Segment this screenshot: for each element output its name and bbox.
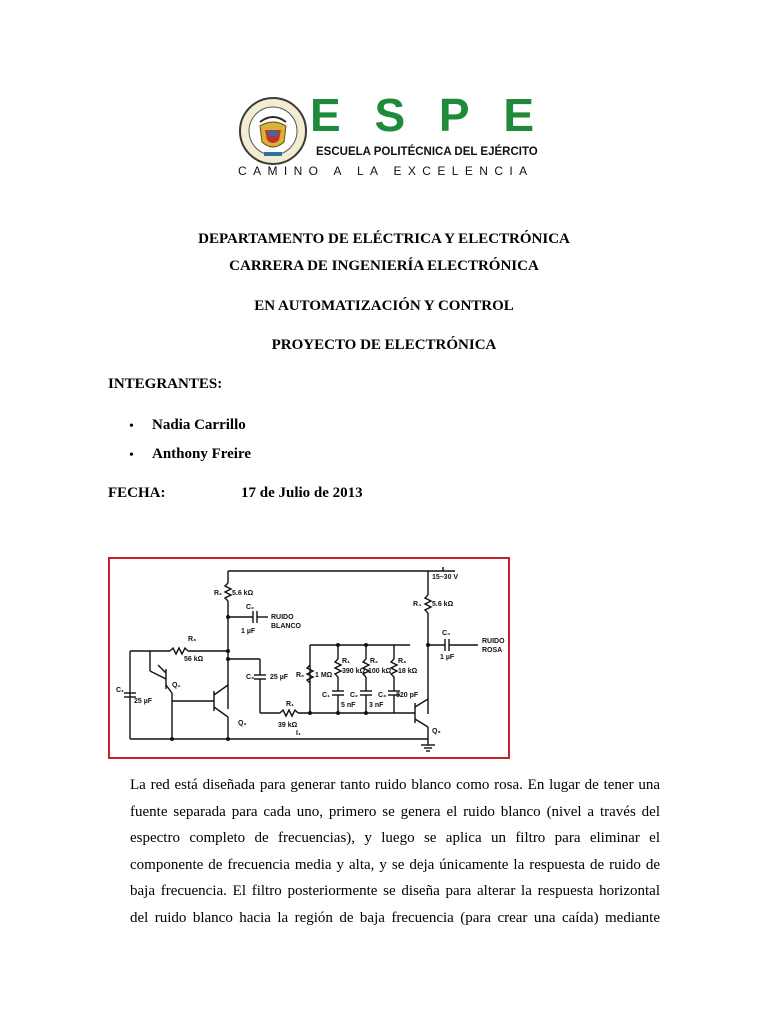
date-label: FECHA:	[108, 485, 166, 501]
q3-label: Q₃	[432, 728, 441, 735]
c4-label: C₄	[442, 630, 451, 637]
r4-value: 5.6 kΩ	[432, 601, 454, 608]
career-heading: CARRERA DE INGENIERÍA ELECTRÓNICA	[229, 258, 539, 274]
r3-label: R₃	[188, 636, 197, 643]
filter-c1-value: 5 nF	[341, 702, 356, 709]
r2-value: 5.6 kΩ	[232, 590, 254, 597]
bullet-icon: •	[129, 419, 134, 434]
c2-label: C₂	[246, 604, 255, 611]
department-heading: DEPARTAMENTO DE ELÉCTRICA Y ELECTRÓNICA	[198, 231, 570, 247]
filter-r3-value: 18 kΩ	[398, 668, 418, 675]
supply-label: 15–30 V	[432, 574, 459, 581]
paragraph-line: espectro completo de frecuencias), y luego se aplica un filtro para eliminar el	[130, 830, 660, 846]
school-motto: CAMINO A LA EXCELENCIA	[238, 164, 534, 178]
r6-value: 1 MΩ	[315, 672, 333, 679]
output-label-1: RUIDO	[482, 638, 505, 645]
bullet-icon: •	[129, 448, 134, 463]
r1-value: 39 kΩ	[278, 722, 298, 729]
paragraph-line: componente de frecuencia media y alta, y se deja únicamente la respuesta de ruido de	[130, 856, 660, 873]
circuit-diagram	[110, 559, 508, 757]
member-name: Anthony Freire	[152, 446, 252, 462]
r3-value: 56 kΩ	[184, 656, 204, 663]
filter-r1-label: R₁	[342, 658, 350, 665]
c3-value: 25 µF	[270, 674, 289, 681]
wordmark-letter: P	[438, 89, 470, 141]
espe-logo	[234, 89, 538, 182]
filter-r3-label: R₃	[398, 658, 407, 665]
school-name: ESCUELA POLITÉCNICA DEL EJÉRCITO	[316, 146, 538, 158]
c2-value: 1 µF	[241, 628, 256, 635]
c4-value: 1 µF	[440, 654, 455, 661]
paragraph-line: La red está diseñada para generar tanto ruido blanco como rosa. En lugar de tener una	[130, 777, 660, 793]
filter-c3-label: C₃	[378, 692, 387, 699]
r2-label: R₂	[214, 590, 223, 597]
q2-label: Q₂	[238, 720, 247, 727]
circuit-figure	[108, 557, 510, 759]
filter-c2-value: 3 nF	[369, 702, 384, 709]
filter-c2-label: C₂	[350, 692, 359, 699]
paragraph-line: fuente separada para cada uno, primero se genera el ruido blanco (nivel a través del	[130, 803, 660, 820]
blanco-label: BLANCO	[271, 623, 301, 630]
r4-label: R₄	[413, 601, 422, 608]
c1-value: 25 µF	[134, 698, 153, 705]
paragraph-line: baja frecuencia. El filtro posteriormente se diseña para alterar la respuesta horizontal	[130, 883, 660, 899]
filter-r2-value: 100 kΩ	[368, 668, 392, 675]
espe-seal-icon	[238, 96, 308, 166]
wordmark-letter: S	[374, 89, 406, 141]
r1-label: R₁	[286, 701, 294, 708]
r6-label: R₆	[296, 672, 305, 679]
body-paragraph	[130, 772, 660, 931]
espe-wordmark	[310, 89, 534, 141]
filter-c1-label: C₁	[322, 692, 330, 699]
paragraph-line: del ruido blanco hacia la región de baja frecuencia (para crear una caída) mediante	[130, 909, 660, 926]
output-label-2: ROSA	[482, 647, 503, 654]
specialization-heading: EN AUTOMATIZACIÓN Y CONTROL	[254, 298, 514, 314]
c1-label: C₁	[116, 687, 124, 694]
wordmark-letter: E	[503, 89, 534, 141]
filter-c3-value: 820 pF	[396, 692, 419, 699]
wordmark-letter: E	[310, 89, 341, 141]
filter-r2-label: R₂	[370, 658, 379, 665]
filter-r1-value: 390 kΩ	[342, 668, 366, 675]
date-value: 17 de Julio de 2013	[241, 485, 363, 501]
members-label: INTEGRANTES:	[108, 376, 223, 392]
member-name: Nadia Carrillo	[152, 417, 246, 433]
i1-label: I₁	[296, 730, 301, 737]
q1-label: Q₁	[172, 682, 181, 689]
project-heading: PROYECTO DE ELECTRÓNICA	[271, 337, 497, 353]
c3-label: C₃	[246, 674, 255, 681]
ruido-label: RUIDO	[271, 614, 294, 621]
